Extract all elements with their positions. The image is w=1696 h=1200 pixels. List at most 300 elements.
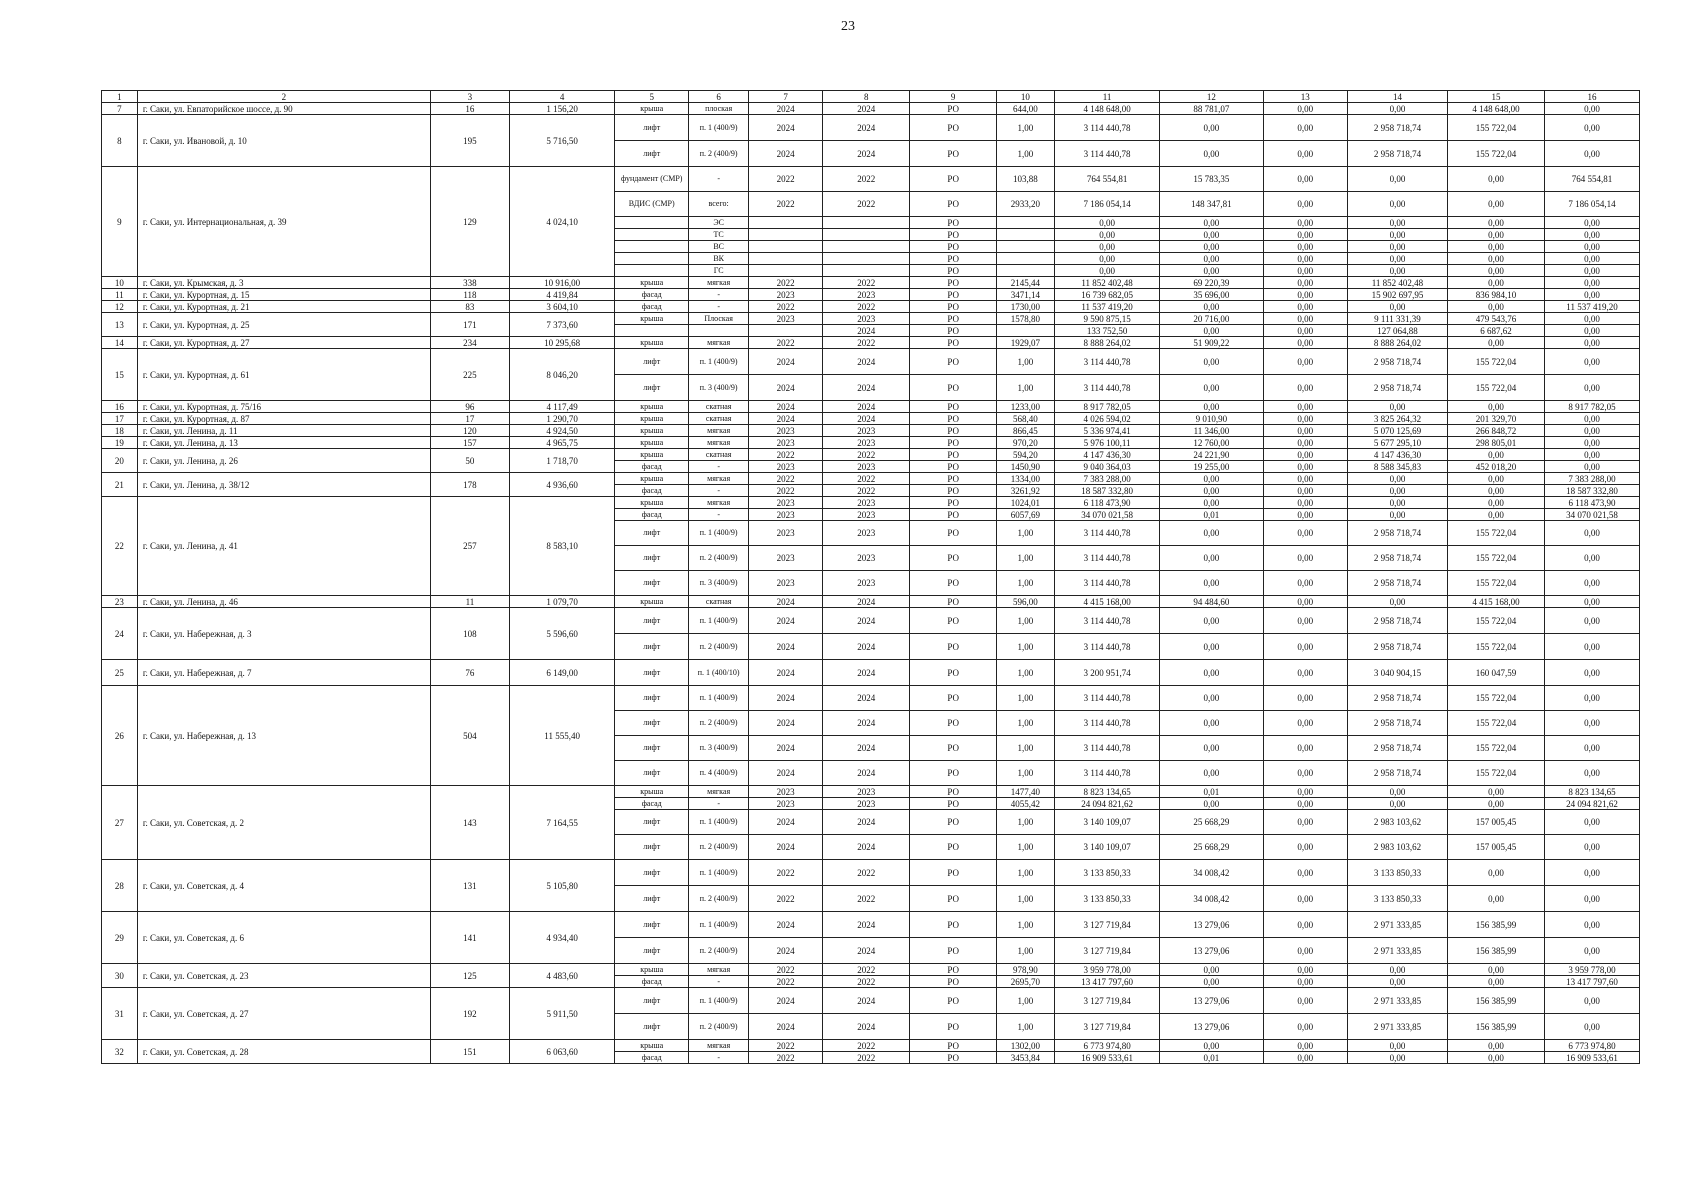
table-row xyxy=(102,497,1640,509)
cell-col-14: 127 064,88 xyxy=(1347,325,1447,337)
cell-col-14: 0,00 xyxy=(1347,217,1447,229)
cell-col-14: 2 958 718,74 xyxy=(1347,349,1447,375)
cell-col-5: фасад xyxy=(615,301,689,313)
column-header: 1 xyxy=(102,91,138,103)
cell-col-5: фасад xyxy=(615,485,689,497)
cell-col-8: 2024 xyxy=(822,375,909,401)
cell-col-10: 1,00 xyxy=(996,521,1054,546)
cell-col-16: 0,00 xyxy=(1545,938,1640,964)
cell-col-16: 0,00 xyxy=(1545,115,1640,141)
cell-col-12: 0,00 xyxy=(1160,634,1263,660)
cell-col-16: 0,00 xyxy=(1545,1014,1640,1040)
cell-col-16: 0,00 xyxy=(1545,596,1640,608)
cell-col-7: 2022 xyxy=(749,886,823,912)
cell-col-11: 3 114 440,78 xyxy=(1054,521,1159,546)
cell-col-6: мягкая xyxy=(689,964,749,976)
table-row xyxy=(102,860,1640,886)
cell-col-9: РО xyxy=(910,988,996,1014)
apartments-cell: 225 xyxy=(430,349,509,401)
cell-col-13: 0,00 xyxy=(1263,912,1347,938)
cell-col-6: всего: xyxy=(689,192,749,217)
cell-col-7: 2022 xyxy=(749,192,823,217)
cell-col-9: РО xyxy=(910,571,996,596)
cell-col-15: 155 722,04 xyxy=(1448,141,1545,167)
cell-col-7: 2023 xyxy=(749,497,823,509)
area-cell: 4 934,40 xyxy=(509,912,614,964)
cell-col-14: 0,00 xyxy=(1347,509,1447,521)
cell-col-7: 2024 xyxy=(749,810,823,835)
cell-col-8 xyxy=(822,217,909,229)
cell-col-15: 0,00 xyxy=(1448,167,1545,192)
cell-col-10: 1334,00 xyxy=(996,473,1054,485)
cell-col-8: 2022 xyxy=(822,192,909,217)
cell-col-13: 0,00 xyxy=(1263,886,1347,912)
cell-col-6: ВК xyxy=(689,253,749,265)
cell-col-7 xyxy=(749,217,823,229)
cell-col-5 xyxy=(615,253,689,265)
area-cell: 1 718,70 xyxy=(509,449,614,473)
cell-col-6: скатная xyxy=(689,449,749,461)
cell-col-11: 3 114 440,78 xyxy=(1054,141,1159,167)
cell-col-13: 0,00 xyxy=(1263,461,1347,473)
cell-col-10: 1,00 xyxy=(996,660,1054,686)
cell-col-15: 155 722,04 xyxy=(1448,761,1545,786)
cell-col-6: - xyxy=(689,461,749,473)
apartments-cell: 17 xyxy=(430,413,509,425)
column-header: 16 xyxy=(1545,91,1640,103)
cell-col-14: 0,00 xyxy=(1347,497,1447,509)
cell-col-14: 0,00 xyxy=(1347,301,1447,313)
cell-col-5: лифт xyxy=(615,711,689,736)
cell-col-13: 0,00 xyxy=(1263,521,1347,546)
cell-col-11: 3 114 440,78 xyxy=(1054,375,1159,401)
cell-col-9: РО xyxy=(910,313,996,325)
address-cell: г. Саки, ул. Ленина, д. 38/12 xyxy=(137,473,430,497)
area-cell: 4 483,60 xyxy=(509,964,614,988)
cell-col-10: 970,20 xyxy=(996,437,1054,449)
cell-col-11: 3 127 719,84 xyxy=(1054,912,1159,938)
cell-col-14: 0,00 xyxy=(1347,485,1447,497)
cell-col-16: 18 587 332,80 xyxy=(1545,485,1640,497)
address-cell: г. Саки, ул. Советская, д. 4 xyxy=(137,860,430,912)
cell-col-13: 0,00 xyxy=(1263,686,1347,711)
cell-col-10: 1,00 xyxy=(996,375,1054,401)
table-row xyxy=(102,277,1640,289)
cell-col-7: 2022 xyxy=(749,485,823,497)
cell-col-13: 0,00 xyxy=(1263,349,1347,375)
cell-col-5: крыша xyxy=(615,103,689,115)
address-cell: г. Саки, ул. Набережная, д. 7 xyxy=(137,660,430,686)
cell-col-14: 8 588 345,83 xyxy=(1347,461,1447,473)
cell-col-12: 20 716,00 xyxy=(1160,313,1263,325)
cell-col-11: 7 186 054,14 xyxy=(1054,192,1159,217)
cell-col-14: 3 825 264,32 xyxy=(1347,413,1447,425)
cell-col-11: 3 200 951,74 xyxy=(1054,660,1159,686)
area-cell: 1 290,70 xyxy=(509,413,614,425)
cell-col-15: 156 385,99 xyxy=(1448,938,1545,964)
cell-col-10: 1,00 xyxy=(996,886,1054,912)
column-header: 14 xyxy=(1347,91,1447,103)
cell-col-5: крыша xyxy=(615,1040,689,1052)
table-row xyxy=(102,349,1640,375)
cell-col-12: 0,00 xyxy=(1160,485,1263,497)
cell-col-14: 9 111 331,39 xyxy=(1347,313,1447,325)
table-row xyxy=(102,786,1640,798)
cell-col-15: 155 722,04 xyxy=(1448,375,1545,401)
area-cell: 5 105,80 xyxy=(509,860,614,912)
cell-col-6: - xyxy=(689,167,749,192)
address-cell: г. Саки, ул. Курортная, д. 61 xyxy=(137,349,430,401)
cell-col-8: 2024 xyxy=(822,634,909,660)
cell-col-15: 155 722,04 xyxy=(1448,115,1545,141)
cell-col-11: 8 823 134,65 xyxy=(1054,786,1159,798)
cell-col-14: 15 902 697,95 xyxy=(1347,289,1447,301)
cell-col-13: 0,00 xyxy=(1263,976,1347,988)
cell-col-6: п. 3 (400/9) xyxy=(689,375,749,401)
column-header: 2 xyxy=(137,91,430,103)
cell-col-8: 2023 xyxy=(822,461,909,473)
cell-col-8: 2024 xyxy=(822,711,909,736)
address-cell: г. Саки, ул. Советская, д. 23 xyxy=(137,964,430,988)
cell-col-8: 2022 xyxy=(822,886,909,912)
cell-col-10: 4055,42 xyxy=(996,798,1054,810)
cell-col-14: 2 958 718,74 xyxy=(1347,571,1447,596)
cell-col-16: 0,00 xyxy=(1545,761,1640,786)
cell-col-10: 2933,20 xyxy=(996,192,1054,217)
cell-col-7: 2022 xyxy=(749,301,823,313)
cell-col-9: РО xyxy=(910,192,996,217)
cell-col-16: 0,00 xyxy=(1545,313,1640,325)
cell-col-5: лифт xyxy=(615,835,689,860)
cell-col-11: 3 114 440,78 xyxy=(1054,686,1159,711)
cell-col-13: 0,00 xyxy=(1263,425,1347,437)
cell-col-14: 2 971 333,85 xyxy=(1347,912,1447,938)
cell-col-15: 4 415 168,00 xyxy=(1448,596,1545,608)
cell-col-9: РО xyxy=(910,608,996,634)
cell-col-15: 0,00 xyxy=(1448,964,1545,976)
cell-col-13: 0,00 xyxy=(1263,413,1347,425)
cell-col-12: 0,00 xyxy=(1160,141,1263,167)
cell-col-7: 2024 xyxy=(749,413,823,425)
cell-col-10: 596,00 xyxy=(996,596,1054,608)
row-number: 32 xyxy=(102,1040,138,1064)
cell-col-15: 156 385,99 xyxy=(1448,912,1545,938)
cell-col-5: крыша xyxy=(615,313,689,325)
address-cell: г. Саки, ул. Интернациональная, д. 39 xyxy=(137,167,430,277)
cell-col-16: 0,00 xyxy=(1545,449,1640,461)
cell-col-10 xyxy=(996,217,1054,229)
cell-col-7: 2022 xyxy=(749,167,823,192)
cell-col-16: 0,00 xyxy=(1545,711,1640,736)
address-cell: г. Саки, ул. Ленина, д. 13 xyxy=(137,437,430,449)
cell-col-12: 0,00 xyxy=(1160,546,1263,571)
cell-col-12: 13 279,06 xyxy=(1160,938,1263,964)
cell-col-12: 0,00 xyxy=(1160,375,1263,401)
address-cell: г. Саки, ул. Курортная, д. 15 xyxy=(137,289,430,301)
apartments-cell: 157 xyxy=(430,437,509,449)
table-row xyxy=(102,988,1640,1014)
cell-col-15: 155 722,04 xyxy=(1448,546,1545,571)
row-number: 21 xyxy=(102,473,138,497)
cell-col-9: РО xyxy=(910,229,996,241)
row-number: 31 xyxy=(102,988,138,1040)
cell-col-12: 0,00 xyxy=(1160,253,1263,265)
cell-col-9: РО xyxy=(910,485,996,497)
cell-col-15: 298 805,01 xyxy=(1448,437,1545,449)
column-header: 9 xyxy=(910,91,996,103)
apartments-cell: 118 xyxy=(430,289,509,301)
cell-col-7: 2024 xyxy=(749,375,823,401)
cell-col-6: п. 1 (400/9) xyxy=(689,686,749,711)
cell-col-9: РО xyxy=(910,634,996,660)
cell-col-13: 0,00 xyxy=(1263,509,1347,521)
cell-col-7: 2024 xyxy=(749,401,823,413)
cell-col-5: фасад xyxy=(615,461,689,473)
cell-col-13: 0,00 xyxy=(1263,798,1347,810)
cell-col-13: 0,00 xyxy=(1263,761,1347,786)
cell-col-15: 0,00 xyxy=(1448,497,1545,509)
cell-col-10: 1,00 xyxy=(996,571,1054,596)
cell-col-7: 2022 xyxy=(749,337,823,349)
cell-col-13: 0,00 xyxy=(1263,1052,1347,1064)
cell-col-13: 0,00 xyxy=(1263,485,1347,497)
cell-col-5: крыша xyxy=(615,964,689,976)
cell-col-14: 0,00 xyxy=(1347,253,1447,265)
cell-col-12: 9 010,90 xyxy=(1160,413,1263,425)
cell-col-6: п. 2 (400/9) xyxy=(689,634,749,660)
table-row xyxy=(102,337,1640,349)
row-number: 23 xyxy=(102,596,138,608)
table-row xyxy=(102,1040,1640,1052)
column-header: 11 xyxy=(1054,91,1159,103)
apartments-cell: 141 xyxy=(430,912,509,964)
table-row xyxy=(102,313,1640,325)
apartments-cell: 143 xyxy=(430,786,509,860)
cell-col-12: 0,01 xyxy=(1160,1052,1263,1064)
cell-col-12: 12 760,00 xyxy=(1160,437,1263,449)
cell-col-5: крыша xyxy=(615,473,689,485)
row-number: 20 xyxy=(102,449,138,473)
cell-col-8: 2024 xyxy=(822,810,909,835)
cell-col-15: 157 005,45 xyxy=(1448,835,1545,860)
cell-col-13: 0,00 xyxy=(1263,115,1347,141)
table-row xyxy=(102,103,1640,115)
cell-col-15: 155 722,04 xyxy=(1448,608,1545,634)
cell-col-15: 0,00 xyxy=(1448,241,1545,253)
cell-col-6: - xyxy=(689,976,749,988)
cell-col-5: лифт xyxy=(615,660,689,686)
cell-col-7: 2024 xyxy=(749,686,823,711)
cell-col-13: 0,00 xyxy=(1263,167,1347,192)
cell-col-14: 2 958 718,74 xyxy=(1347,736,1447,761)
cell-col-6: - xyxy=(689,289,749,301)
cell-col-11: 3 114 440,78 xyxy=(1054,634,1159,660)
area-cell: 5 911,50 xyxy=(509,988,614,1040)
cell-col-8: 2022 xyxy=(822,860,909,886)
cell-col-15: 155 722,04 xyxy=(1448,686,1545,711)
cell-col-11: 8 888 264,02 xyxy=(1054,337,1159,349)
apartments-cell: 195 xyxy=(430,115,509,167)
cell-col-8: 2024 xyxy=(822,115,909,141)
cell-col-12: 19 255,00 xyxy=(1160,461,1263,473)
cell-col-16: 0,00 xyxy=(1545,375,1640,401)
cell-col-16: 3 959 778,00 xyxy=(1545,964,1640,976)
cell-col-14: 2 958 718,74 xyxy=(1347,141,1447,167)
cell-col-15: 0,00 xyxy=(1448,449,1545,461)
address-cell: г. Саки, ул. Ленина, д. 41 xyxy=(137,497,430,596)
cell-col-5: крыша xyxy=(615,449,689,461)
cell-col-12: 0,00 xyxy=(1160,964,1263,976)
cell-col-14: 3 040 904,15 xyxy=(1347,660,1447,686)
cell-col-8: 2023 xyxy=(822,521,909,546)
cell-col-13: 0,00 xyxy=(1263,473,1347,485)
cell-col-13: 0,00 xyxy=(1263,289,1347,301)
cell-col-16: 0,00 xyxy=(1545,289,1640,301)
cell-col-13: 0,00 xyxy=(1263,375,1347,401)
cell-col-16: 0,00 xyxy=(1545,660,1640,686)
cell-col-10: 644,00 xyxy=(996,103,1054,115)
cell-col-13: 0,00 xyxy=(1263,277,1347,289)
cell-col-12: 0,00 xyxy=(1160,571,1263,596)
address-cell: г. Саки, ул. Ленина, д. 26 xyxy=(137,449,430,473)
cell-col-15: 0,00 xyxy=(1448,1052,1545,1064)
cell-col-11: 3 127 719,84 xyxy=(1054,1014,1159,1040)
cell-col-6: п. 2 (400/9) xyxy=(689,546,749,571)
row-number: 28 xyxy=(102,860,138,912)
cell-col-9: РО xyxy=(910,786,996,798)
cell-col-8: 2022 xyxy=(822,964,909,976)
table-header xyxy=(102,91,1640,103)
cell-col-6: Плоская xyxy=(689,313,749,325)
cell-col-16: 11 537 419,20 xyxy=(1545,301,1640,313)
cell-col-11: 3 114 440,78 xyxy=(1054,761,1159,786)
cell-col-11: 3 114 440,78 xyxy=(1054,736,1159,761)
address-cell: г. Саки, ул. Курортная, д. 75/16 xyxy=(137,401,430,413)
cell-col-12: 0,00 xyxy=(1160,265,1263,277)
cell-col-9: РО xyxy=(910,810,996,835)
cell-col-11: 5 976 100,11 xyxy=(1054,437,1159,449)
cell-col-12: 0,00 xyxy=(1160,301,1263,313)
cell-col-5: крыша xyxy=(615,596,689,608)
cell-col-11: 0,00 xyxy=(1054,217,1159,229)
cell-col-5: лифт xyxy=(615,912,689,938)
cell-col-15: 155 722,04 xyxy=(1448,349,1545,375)
apartments-cell: 11 xyxy=(430,596,509,608)
area-cell: 5 716,50 xyxy=(509,115,614,167)
cell-col-9: РО xyxy=(910,217,996,229)
cell-col-13: 0,00 xyxy=(1263,786,1347,798)
cell-col-7: 2023 xyxy=(749,425,823,437)
cell-col-7: 2024 xyxy=(749,634,823,660)
cell-col-15: 0,00 xyxy=(1448,229,1545,241)
column-header: 6 xyxy=(689,91,749,103)
cell-col-9: РО xyxy=(910,860,996,886)
cell-col-13: 0,00 xyxy=(1263,192,1347,217)
cell-col-10: 1,00 xyxy=(996,141,1054,167)
cell-col-7: 2024 xyxy=(749,660,823,686)
cell-col-13: 0,00 xyxy=(1263,608,1347,634)
cell-col-9: РО xyxy=(910,115,996,141)
cell-col-7: 2024 xyxy=(749,103,823,115)
address-cell: г. Саки, ул. Курортная, д. 27 xyxy=(137,337,430,349)
cell-col-7 xyxy=(749,325,823,337)
cell-col-16: 8 917 782,05 xyxy=(1545,401,1640,413)
cell-col-9: РО xyxy=(910,401,996,413)
cell-col-7: 2024 xyxy=(749,835,823,860)
address-cell: г. Саки, ул. Курортная, д. 87 xyxy=(137,413,430,425)
table-row xyxy=(102,686,1640,711)
cell-col-12: 11 346,00 xyxy=(1160,425,1263,437)
cell-col-11: 11 852 402,48 xyxy=(1054,277,1159,289)
row-number: 10 xyxy=(102,277,138,289)
cell-col-8: 2024 xyxy=(822,835,909,860)
cell-col-6: п. 1 (400/9) xyxy=(689,988,749,1014)
cell-col-6: - xyxy=(689,798,749,810)
table-row xyxy=(102,437,1640,449)
cell-col-11: 0,00 xyxy=(1054,253,1159,265)
cell-col-13: 0,00 xyxy=(1263,546,1347,571)
cell-col-16: 0,00 xyxy=(1545,608,1640,634)
cell-col-8 xyxy=(822,265,909,277)
cell-col-9: РО xyxy=(910,798,996,810)
cell-col-9: РО xyxy=(910,461,996,473)
cell-col-9: РО xyxy=(910,546,996,571)
cell-col-8: 2023 xyxy=(822,437,909,449)
address-cell: г. Саки, ул. Крымская, д. 3 xyxy=(137,277,430,289)
apartments-cell: 171 xyxy=(430,313,509,337)
cell-col-5: лифт xyxy=(615,115,689,141)
cell-col-16: 0,00 xyxy=(1545,141,1640,167)
cell-col-14: 5 677 295,10 xyxy=(1347,437,1447,449)
cell-col-10: 1302,00 xyxy=(996,1040,1054,1052)
cell-col-7: 2023 xyxy=(749,546,823,571)
cell-col-16: 8 823 134,65 xyxy=(1545,786,1640,798)
row-number: 8 xyxy=(102,115,138,167)
row-number: 15 xyxy=(102,349,138,401)
cell-col-5: крыша xyxy=(615,401,689,413)
cell-col-12: 24 221,90 xyxy=(1160,449,1263,461)
cell-col-13: 0,00 xyxy=(1263,964,1347,976)
cell-col-16: 0,00 xyxy=(1545,736,1640,761)
row-number: 22 xyxy=(102,497,138,596)
cell-col-9: РО xyxy=(910,912,996,938)
cell-col-8: 2024 xyxy=(822,349,909,375)
cell-col-6: - xyxy=(689,509,749,521)
cell-col-11: 3 140 109,07 xyxy=(1054,835,1159,860)
table-row xyxy=(102,301,1640,313)
cell-col-7: 2023 xyxy=(749,521,823,546)
cell-col-5: лифт xyxy=(615,546,689,571)
cell-col-14: 2 958 718,74 xyxy=(1347,608,1447,634)
row-number: 9 xyxy=(102,167,138,277)
cell-col-14: 3 133 850,33 xyxy=(1347,860,1447,886)
cell-col-7: 2022 xyxy=(749,473,823,485)
cell-col-8: 2023 xyxy=(822,289,909,301)
table-row xyxy=(102,912,1640,938)
row-number: 26 xyxy=(102,686,138,786)
cell-col-11: 4 148 648,00 xyxy=(1054,103,1159,115)
cell-col-9: РО xyxy=(910,660,996,686)
address-cell: г. Саки, ул. Ленина, д. 46 xyxy=(137,596,430,608)
apartments-cell: 129 xyxy=(430,167,509,277)
cell-col-9: РО xyxy=(910,976,996,988)
cell-col-16: 0,00 xyxy=(1545,521,1640,546)
cell-col-12: 0,00 xyxy=(1160,229,1263,241)
area-cell: 7 164,55 xyxy=(509,786,614,860)
cell-col-13: 0,00 xyxy=(1263,988,1347,1014)
cell-col-15: 0,00 xyxy=(1448,401,1545,413)
cell-col-15: 479 543,76 xyxy=(1448,313,1545,325)
